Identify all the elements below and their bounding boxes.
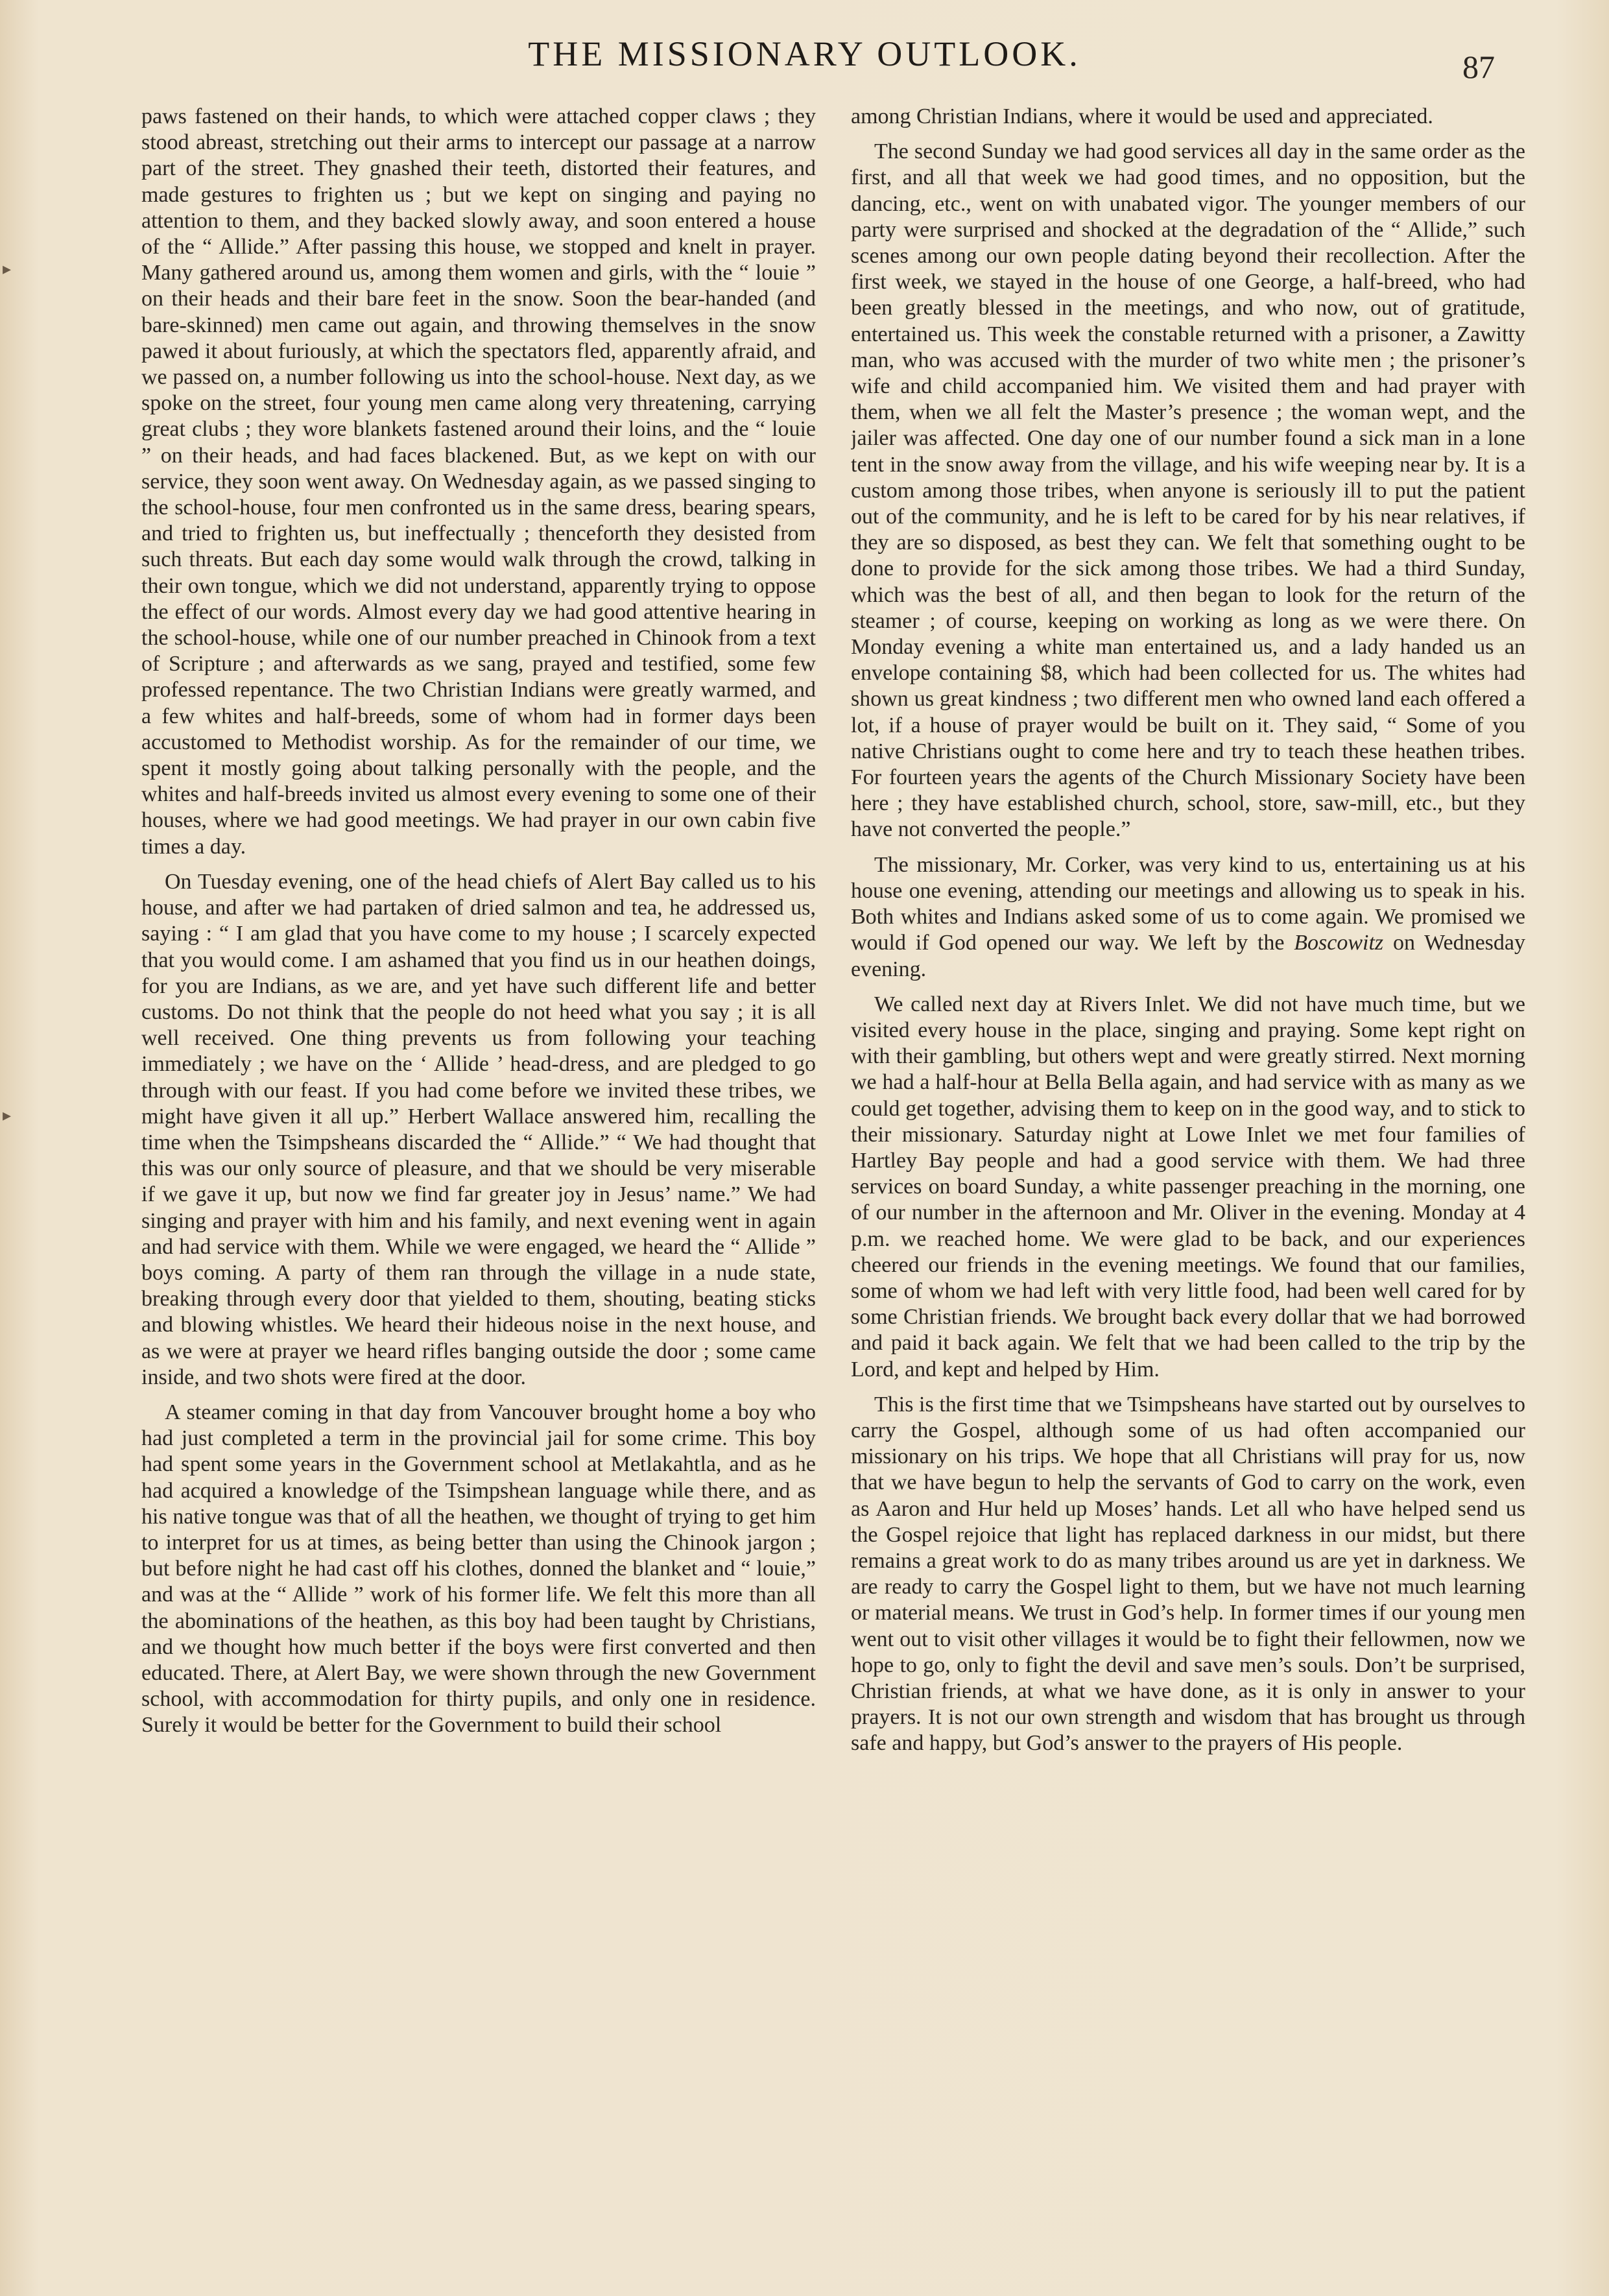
paragraph: We called next day at Rivers Inlet. We did not have much time, but we visited every house in the place, singing and praying. Some kept right on with their gambling, but others wept and were greatly stirred. Next morning we had a half-hour at Bella Bella again, and had service with as many as we could get together, advising them to keep on in the good way, and to stick to their missionary. Saturday night at Lowe Inlet we met four families of Hartley Bay people and had a good service with them. We had three services on board Sunday, a white passenger preaching in the morning, one of our number in the afternoon and Mr. Oliver in the evening. Monday at 4 p.m. we reached home. We were glad to be back, and our experiences cheered our friends in the evening meetings. We found that our families, some of whom we had left with very little food, had been well cared for by some Christian friends. We brought back every dollar that we had borrowed and paid it back again. We felt that we had been called to the trip by the Lord, and kept and helped by Him. (851, 992, 1525, 1381)
paragraph (851, 852, 1525, 983)
paragraph: A steamer coming in that day from Vancouver brought home a boy who had just completed a term in the provincial jail for some crime. This boy had spent some years in the Government school at Metlakahtla, and as he had acquired a knowledge of the Tsimpshean language while there, and as his native tongue was that of all the heathen, we thought of trying to get him to interpret for us at times, as being better than using the Chinook jargon ; but before night he had cast off his clothes, donned the blanket and “ louie,” and was at the “ Allide ” work of his former life. We felt this more than all the abominations of the heathen, as this boy had been taught by Christians, and we thought how much better if the boys were first converted and then educated. There, at Alert Bay, we were shown through the new Government school, with accommodation for thirty pupils, and only one in residence. Surely it would be better for the Government to build their school (141, 1400, 816, 1738)
text-run: The missionary, Mr. Corker, was very kind to us, entertaining us at his house one evening, attending our meetings and allowing us to speak in his. Both whites and Indians asked some of us to come again. We promised we would if God opened our way. We left by the (851, 852, 1525, 955)
paragraph: This is the first time that we Tsimpsheans have started out by ourselves to carry the Gospel, although some of us had often accompanied our missionary on his trips. We hope that all Christians will pray for us, now that we have begun to help the servants of God to carry on the work, even as Aaron and Hur held up Moses’ hands. Let all who have helped send us the Gospel rejoice that light has replaced darkness in our midst, but there remains a great work to do as many tribes around us are yet in darkness. We are ready to carry the Gospel light to them, but we have not much learning or material means. We trust in God’s help. In former times if our young men went out to visit other villages it would be to fight their fellowmen, now we hope to go, only to fight the devil and save men’s souls. Don’t be surprised, Christian friends, at what we have done, as it is only in answer to your prayers. It is not our own strength and wisdom that has brought us through safe and happy, but God’s answer to the prayers of His people. (851, 1392, 1525, 1756)
page-number: 87 (1462, 49, 1495, 85)
page-header (0, 34, 1609, 86)
ship-name: Boscowitz (1294, 931, 1384, 955)
right-column (851, 104, 1525, 2225)
paragraph: On Tuesday evening, one of the head chiefs of Alert Bay called us to his house, and after we had partaken of dried salmon and tea, he addressed us, saying : “ I am glad that you have come to my house ; I scarcely expected that you would come. I am ashamed that you find us in our heathen doings, for you are Indians, as we are, and yet have such different life and better customs. Do not think that the people do not heed what you say ; it is all well received. One thing prevents us from following your teaching immediately ; we have on the ‘ Allide ’ head-dress, and are pledged to go through with our feast. If you had come before we invited these tribes, we might have given it all up.” Herbert Wallace answered him, recalling the time when the Tsimpsheans discarded the “ Allide.” “ We had thought that this was our only source of pleasure, and that we should be very miserable if we gave it up, but now we find far greater joy in Jesus’ name.” We had singing and prayer with him and his family, and next evening went in again and had service with them. While we were engaged, we heard the “ Allide ” boys coming. A party of them ran through the village in a nude state, breaking through every door that yielded to them, shouting, beating sticks and blowing whistles. We heard their hideous noise in the next house, and as we were at prayer we heard rifles banging outside the door ; some came inside, and two shots were fired at the door. (141, 869, 816, 1389)
binding-mark: ▸ (3, 259, 12, 278)
paragraph: The second Sunday we had good services all day in the same order as the first, and all that week we had good times, and no opposition, but the dancing, etc., went on with unabated vigor. The younger members of our party were surprised and shocked at the degradation of the “ Allide,” such scenes among our own people dating beyond their recollection. After the first week, we stayed in the house of one George, a half-breed, who had been greatly blessed in the meetings, and who now, out of gratitude, entertained us. This week the constable returned with a prisoner, a Zawitty man, who was accused with the murder of two white men ; the prisoner’s wife and child accompanied him. We visited them and had prayer with them, when we all felt the Master’s presence ; the woman wept, and the jailer was affected. One day one of our number found a sick man in a lone tent in the snow away from the village, and his wife weeping near by. It is a custom among those tribes, when anyone is seriously ill to put the patient out of the community, and he is left to be cared for by his near relatives, if they are so disposed, as best they can. We felt that something ought to be done to provide for the sick among those tribes. We had a third Sunday, which was the best of all, and then began to look for the return of the steamer ; of course, keeping on working as long as we were there. On Monday evening a white man entertained us, and a lady handed us an envelope containing $8, which had been collected for us. The whites had shown us great kindness ; two different men who owned land each offered a lot, if a house of prayer would be built on it. They said, “ Some of you native Christians ought to come here and try to teach these heathen tribes. For fourteen years the agents of the Church Missionary Society have been here ; they have established church, school, store, saw-mill, etc., but they have not converted the people.” (851, 139, 1525, 842)
text-run: on Wednesday evening. (851, 931, 1525, 981)
binding-mark: ▸ (3, 1106, 12, 1125)
paragraph: paws fastened on their hands, to which were attached copper claws ; they stood abreast, stretching out their arms to intercept our passage at a narrow part of the street. They gnashed their teeth, distorted their features, and made gestures to frighten us ; but we kept on singing and paying no attention to them, and they backed slowly away, and soon entered a house of the “ Allide.” After passing this house, we stopped and knelt in prayer. Many gathered around us, among them women and girls, with the “ louie ” on their heads and their bare feet in the snow. Soon the bear-handed (and bare-skinned) men came out again, and throwing themselves in the snow pawed it about furiously, at which the spectators fled, apparently afraid, and we passed on, a number following us into the school-house. Next day, as we spoke on the street, four young men came along very threatening, carrying great clubs ; they wore blankets fastened around their loins, and the “ louie ” on their heads, and had faces blackened. But, as we kept on with our service, they soon went away. On Wednesday again, as we passed singing to the school-house, four men confronted us in the same dress, bearing spears, and tried to frighten us, but ineffectually ; thenceforth they desisted from such threats. But each day some would walk through the crowd, talking in their own tongue, which we did not understand, apparently trying to oppose the effect of our words. Almost every day we had good attentive hearing in the school-house, while one of our number preached in Chinook from a text of Scripture ; and afterwards as we sang, prayed and testified, some few professed repentance. The two Christian Indians were greatly warmed, and a few whites and half-breeds, some of whom had in former days been accustomed to Methodist worship. As for the remainder of our time, we spent it mostly going about talking personally with the people, and the whites and half-breeds invited us almost every evening to some one of their houses, where we had good meetings. We had prayer in our own cabin five times a day. (141, 104, 816, 859)
journal-title: THE MISSIONARY OUTLOOK. (528, 34, 1081, 73)
paragraph: among Christian Indians, where it would be used and appreciated. (851, 104, 1433, 128)
left-column (141, 104, 816, 2225)
